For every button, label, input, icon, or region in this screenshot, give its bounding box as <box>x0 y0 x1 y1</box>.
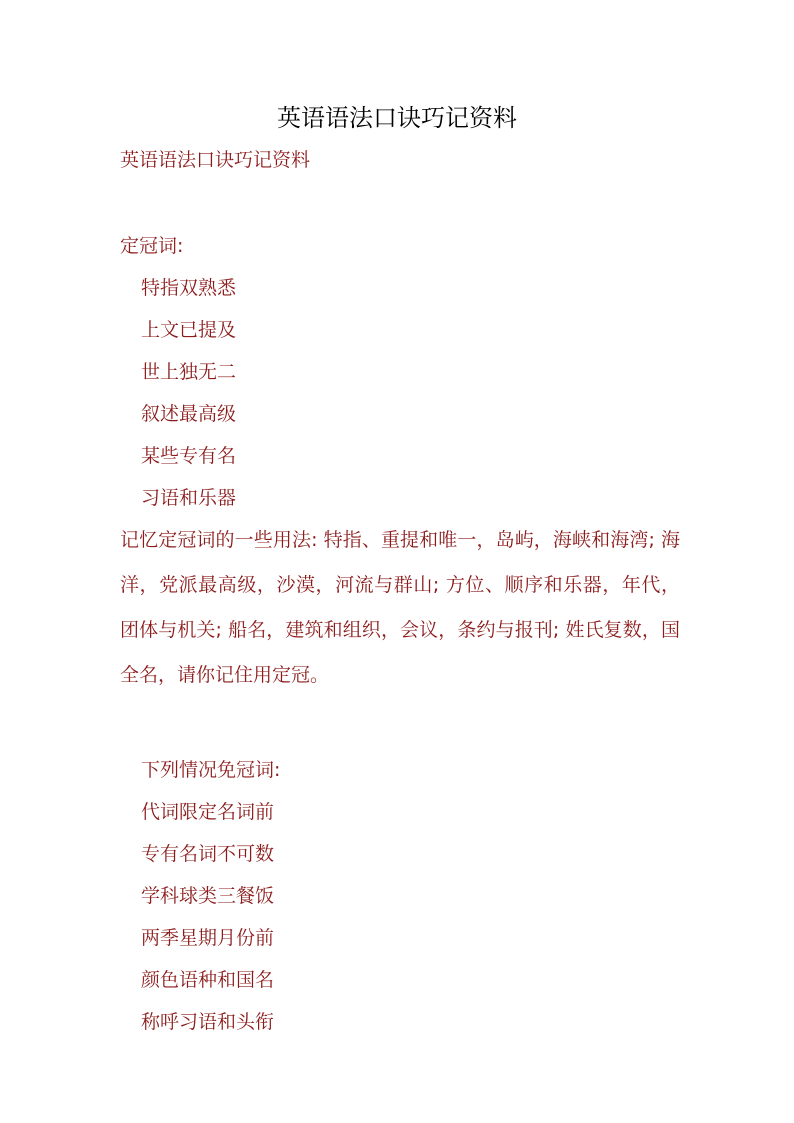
rule-line: 专有名词不可数 <box>141 843 275 865</box>
rule-line: 叙述最高级 <box>141 403 237 425</box>
rule-line: 世上独无二 <box>141 361 237 383</box>
rule-line: 某些专有名 <box>141 445 237 467</box>
rule-line: 上文已提及 <box>141 319 237 341</box>
section-heading-no-article: 下列情况免冠词: <box>141 759 281 781</box>
rule-line: 代词限定名词前 <box>141 801 275 823</box>
section-heading-definite-article: 定冠词: <box>120 235 184 257</box>
subtitle: 英语语法口诀巧记资料 <box>120 149 311 171</box>
rule-line: 习语和乐器 <box>141 487 237 509</box>
document-body <box>120 146 680 1036</box>
document-title: 英语语法口诀巧记资料 <box>277 104 517 132</box>
rule-line: 称呼习语和头衔 <box>141 1011 275 1033</box>
rule-line: 学科球类三餐饭 <box>141 885 275 907</box>
rule-line: 特指双熟悉 <box>141 277 237 299</box>
blank-line <box>120 202 680 230</box>
memory-paragraph: 记忆定冠词的一些用法: 特指、重提和唯一，岛屿，海峡和海湾; 海洋，党派最高级，沙漠，河流与群山; 方位、顺序和乐器，年代，团体与机关; 船名，建筑和组织，会议，条约与报刊; 姓氏复数，国全名，请你记住用定冠。 <box>120 529 680 686</box>
rule-line: 颜色语种和国名 <box>141 969 275 991</box>
blank-line <box>120 174 680 202</box>
rule-line: 两季星期月份前 <box>141 927 275 949</box>
